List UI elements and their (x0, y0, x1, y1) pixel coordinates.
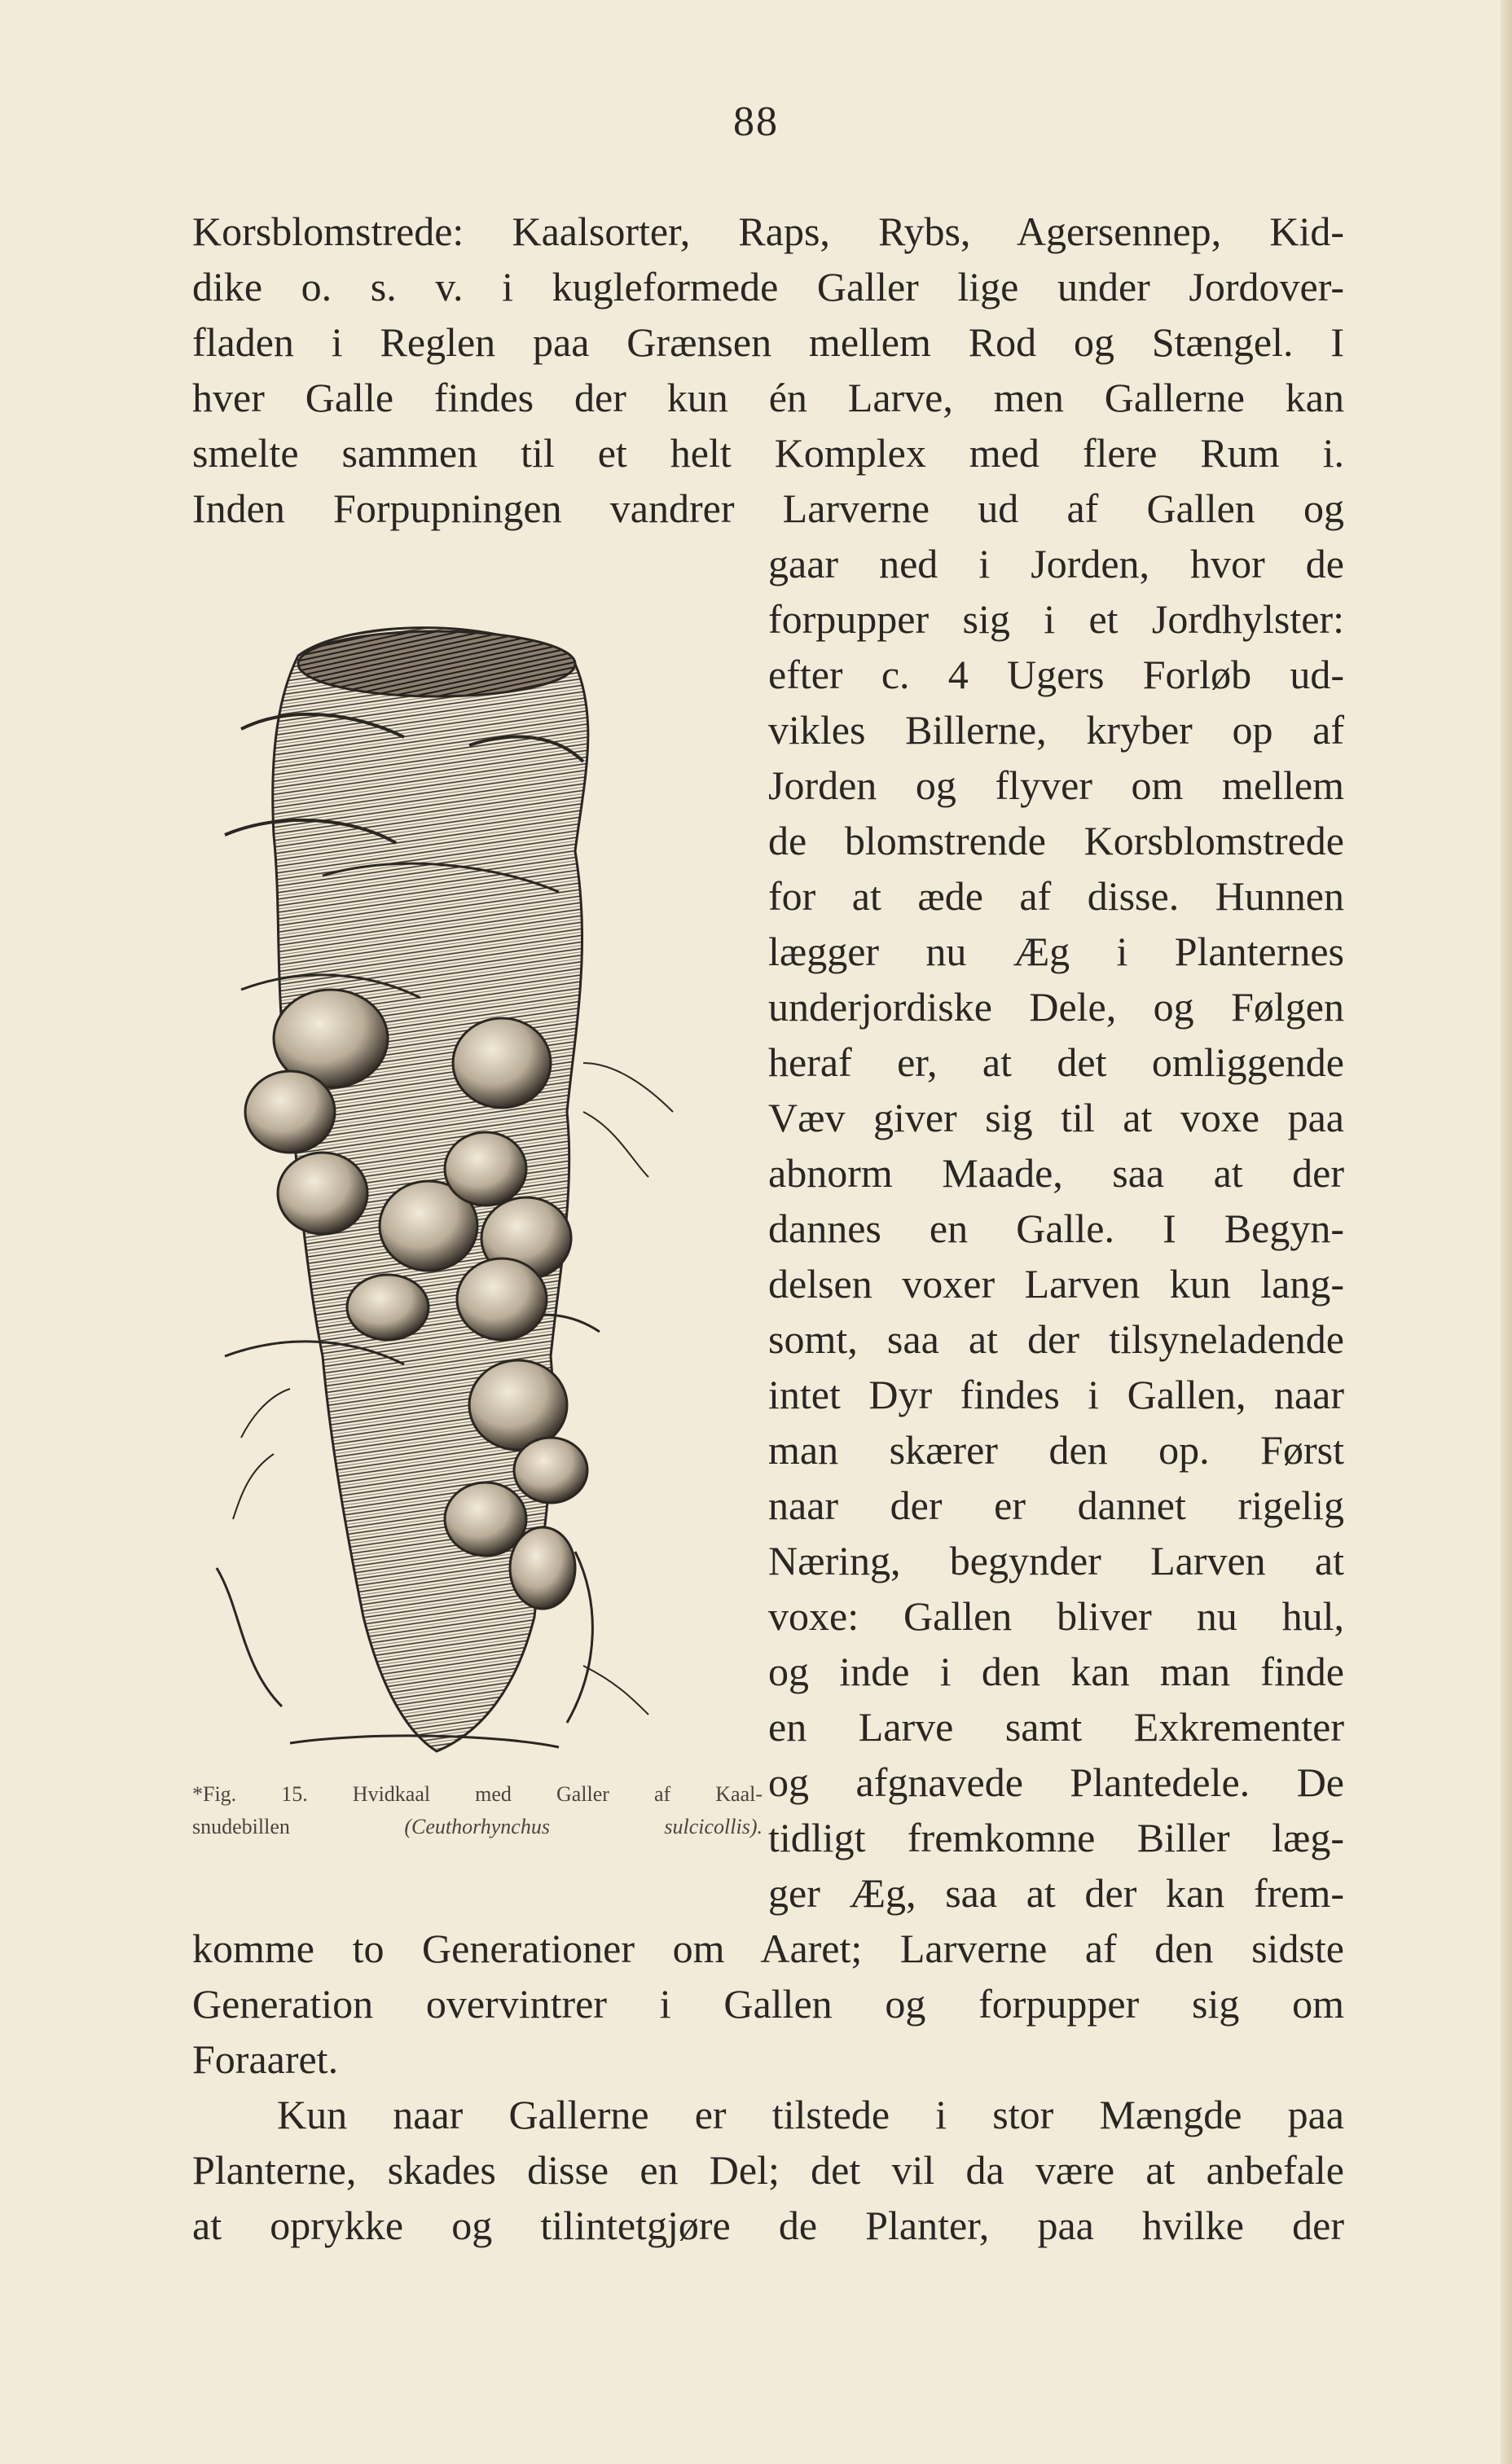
text-line: man skærer den op. Først (768, 1427, 1344, 1473)
text-line: vikles Billerne, kryber op af (768, 707, 1344, 753)
text-line: naar der er dannet rigelig (768, 1482, 1344, 1528)
text-line: Næring, begynder Larven at (768, 1538, 1344, 1583)
figure-caption-line1: *Fig. 15. Hvidkaal med Galler af Kaal- (192, 1782, 763, 1806)
text-line: Planterne, skades disse en Del; det vil da være at anbefale (192, 2147, 1344, 2193)
text-line: for at æde af disse. Hunnen (768, 873, 1344, 919)
text-line: en Larve samt Exkrementer (768, 1704, 1344, 1750)
text-line: at oprykke og tilintetgjøre de Planter, paa hvilke der (192, 2203, 1344, 2248)
text-line: heraf er, at det omliggende (768, 1039, 1344, 1085)
text-line: Foraaret. (192, 2036, 339, 2082)
text-line: dike o. s. v. i kugleformede Galler lige under Jordover- (192, 264, 1344, 310)
text-line: smelte sammen til et helt Komplex med flere Rum i. (192, 430, 1344, 476)
text-line: hver Galle findes der kun én Larve, men Gallerne kan (192, 375, 1344, 420)
text-line: tidligt fremkomne Biller læg- (768, 1815, 1344, 1860)
text-line: lægger nu Æg i Planternes (768, 929, 1344, 974)
text-line: abnorm Maade, saa at der (768, 1150, 1344, 1196)
text-line: dannes en Galle. I Begyn- (768, 1206, 1344, 1251)
text-line: komme to Generationer om Aaret; Larverne af den sidste (192, 1926, 1344, 1971)
text-line: gaar ned i Jorden, hvor de (768, 541, 1344, 586)
text-line: Korsblomstrede: Kaalsorter, Raps, Rybs, Agersennep, Kid- (192, 209, 1344, 254)
text-line: forpupper sig i et Jordhylster: (768, 596, 1344, 642)
text-line: Væv giver sig til at voxe paa (768, 1095, 1344, 1140)
figure-cabbage-root-galls (192, 607, 730, 1763)
text-line: Inden Forpupningen vandrer Larverne ud af Gallen og (192, 485, 1344, 531)
caption-species: (Ceuthorhynchus sulcicollis). (404, 1815, 763, 1838)
page-edge (1501, 0, 1512, 2464)
figure-caption-line2 (192, 1813, 763, 1841)
text-line: Jorden og flyver om mellem (768, 762, 1344, 808)
text-line: intet Dyr findes i Gallen, naar (768, 1372, 1344, 1417)
caption-text: snudebillen (192, 1815, 290, 1838)
text-line: somt, saa at der tilsyneladende (768, 1316, 1344, 1362)
text-line: Generation overvintrer i Gallen og forpupper sig om (192, 1981, 1344, 2027)
text-line: de blomstrende Korsblomstrede (768, 818, 1344, 863)
text-line: Kun naar Gallerne er tilstede i stor Mængde paa (277, 2092, 1344, 2137)
text-line: ger Æg, saa at der kan frem- (768, 1870, 1344, 1916)
text-line: fladen i Reglen paa Grænsen mellem Rod og Stængel. I (192, 319, 1344, 365)
text-line: efter c. 4 Ugers Forløb ud- (768, 652, 1344, 697)
page-number: 88 (733, 99, 779, 145)
text-line: voxe: Gallen bliver nu hul, (768, 1593, 1344, 1639)
text-line: og inde i den kan man finde (768, 1649, 1344, 1694)
text-line: underjordiske Dele, og Følgen (768, 984, 1344, 1030)
text-line: og afgnavede Plantedele. De (768, 1759, 1344, 1805)
text-line: delsen voxer Larven kun lang- (768, 1261, 1344, 1307)
